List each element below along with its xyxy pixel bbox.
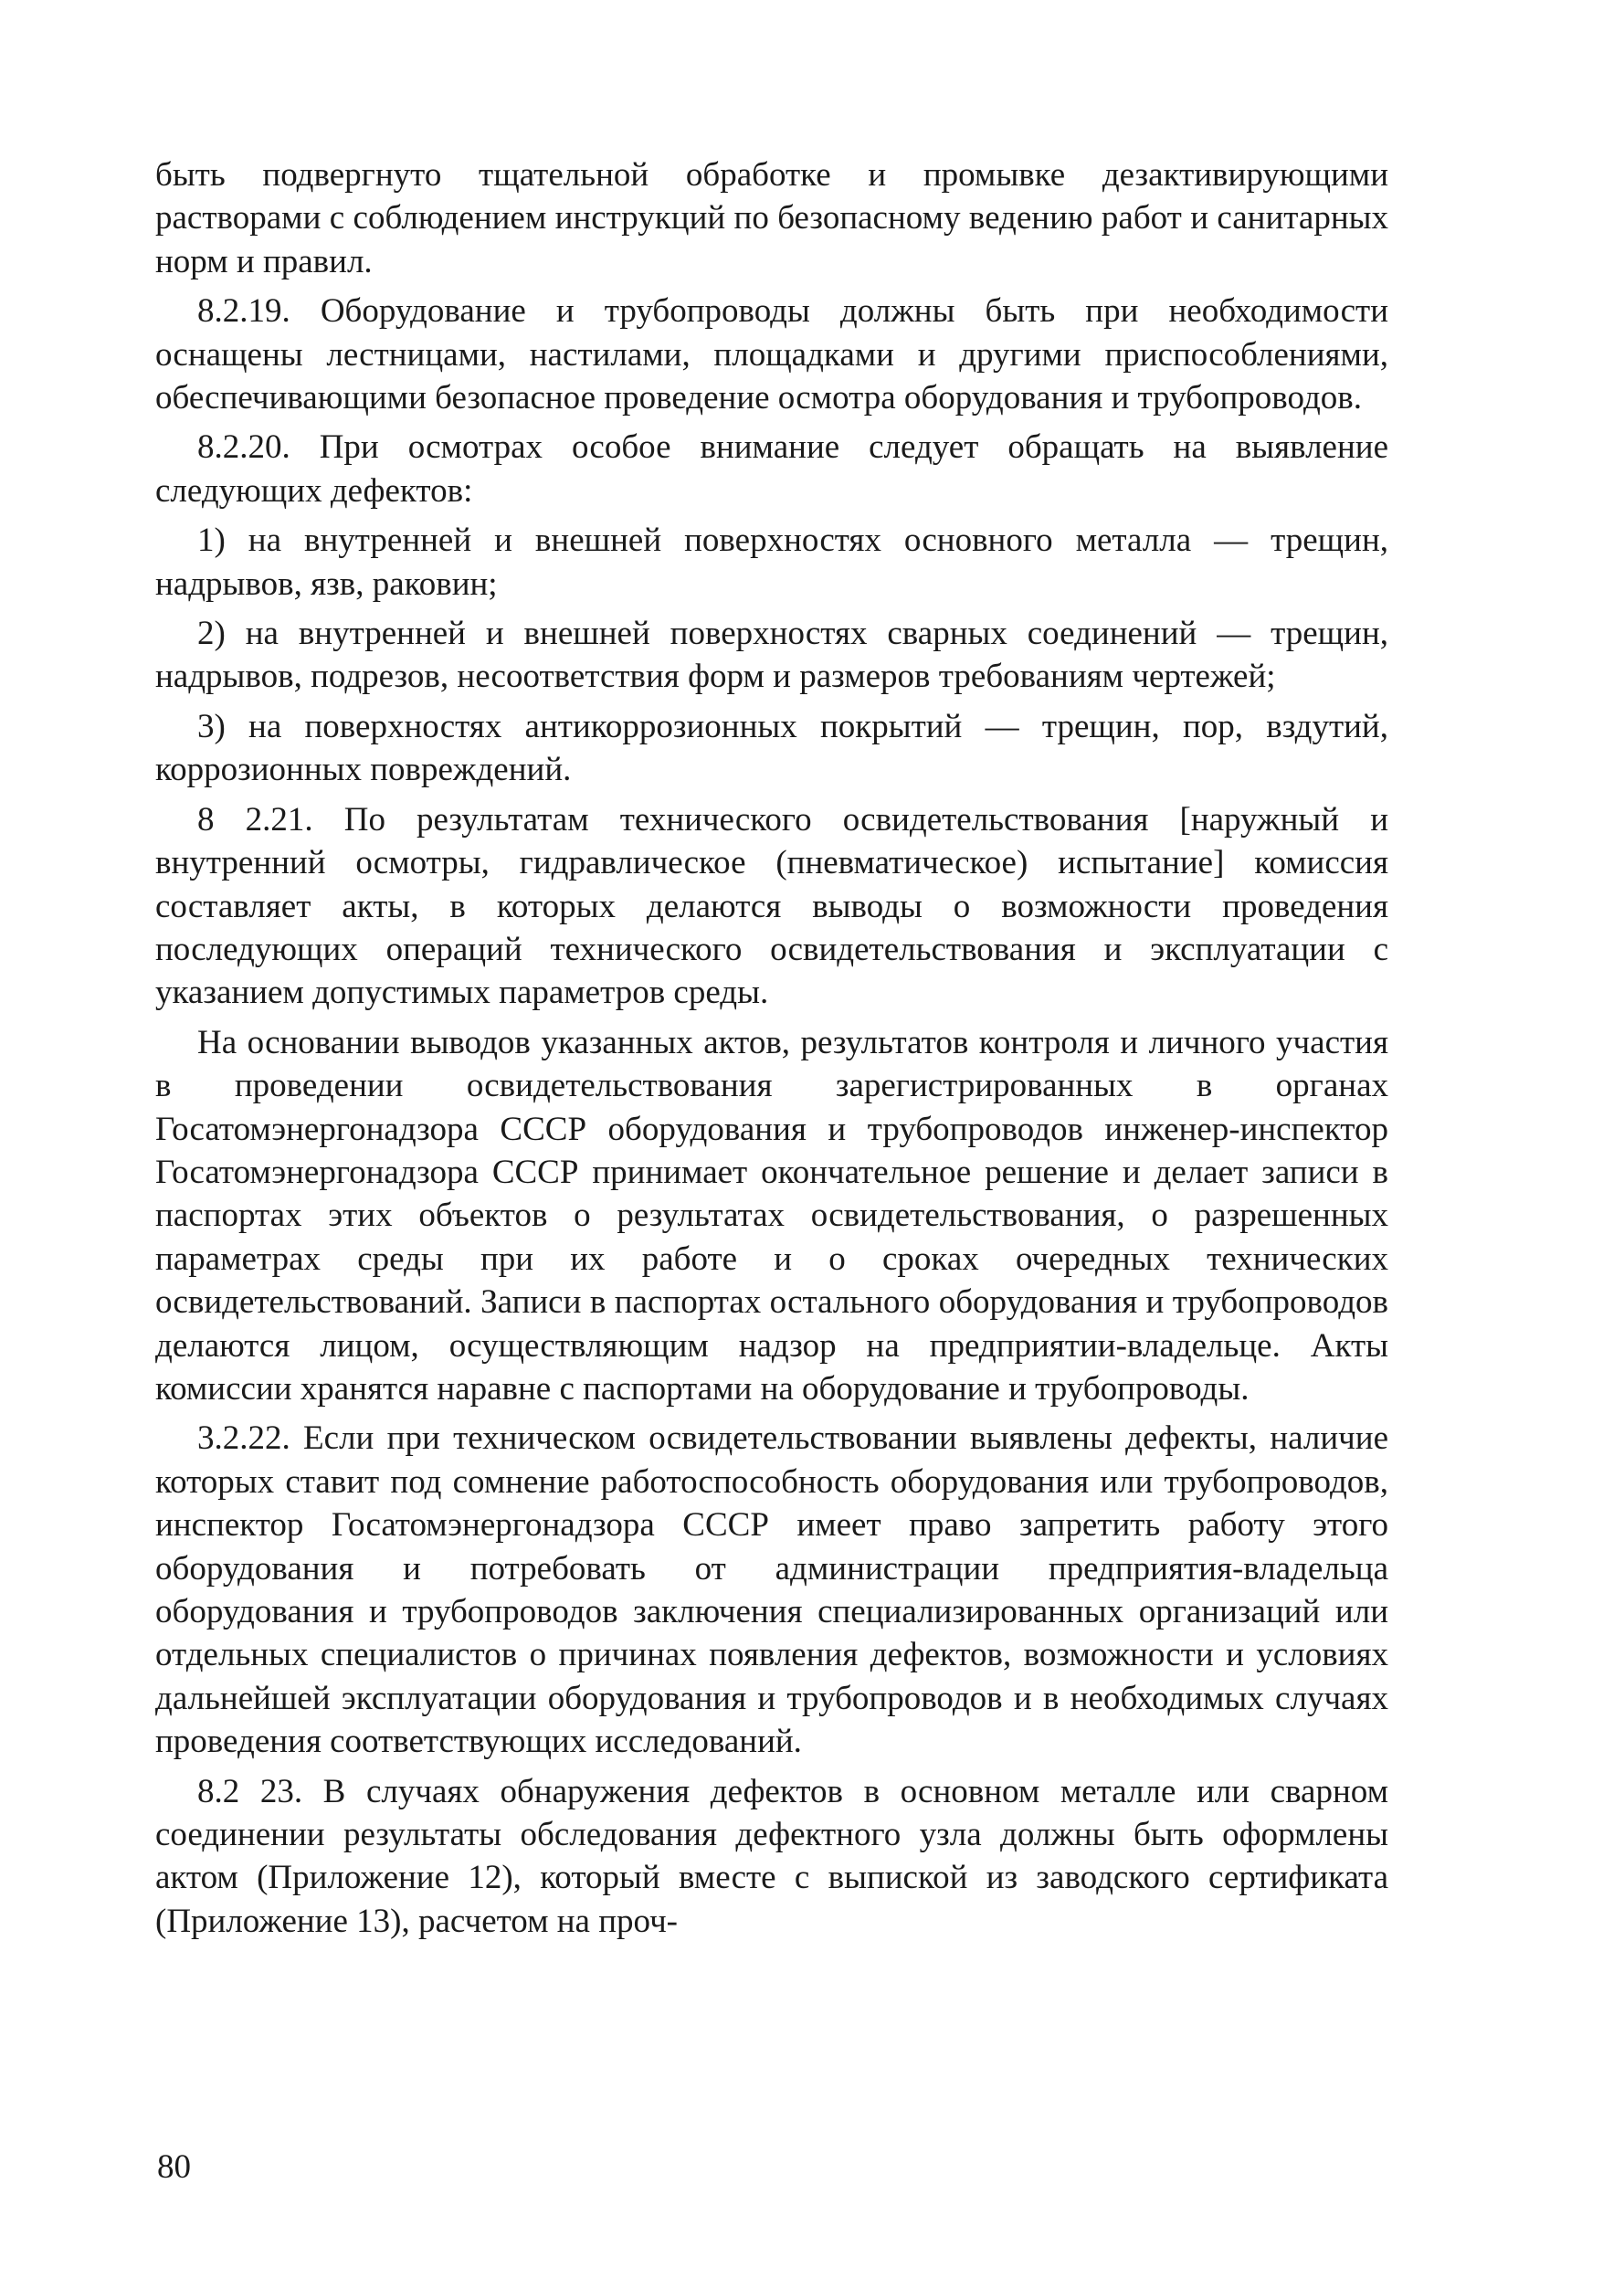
paragraph-continuation: быть подвергнуто тщательной обработке и промывке дезактивирующими растворами с соблюдением инструкций по безопасному ведению работ и санитарных норм и правил. — [155, 156, 1388, 280]
paragraph-8-2-19: 8.2.19. Оборудование и трубопроводы должны быть при необходимости оснащены лестницами, настилами, площадками и другими приспособлениями, обеспечивающими безопасное проведение осмотра оборудования и трубопроводов. — [155, 292, 1388, 417]
page-body — [155, 153, 1388, 1943]
list-item-defect-1: 1) на внутренней и внешней поверхностях основного металла — трещин, надрывов, язв, раковин; — [155, 522, 1388, 603]
paragraph-8-2-20: 8.2.20. При осмотрах особое внимание следует обращать на выявление следующих дефектов: — [155, 428, 1388, 510]
list-item-defect-3: 3) на поверхностях антикоррозионных покрытий — трещин, пор, вздутий, коррозионных повреждений. — [155, 707, 1388, 789]
page-number: 80 — [157, 2148, 191, 2186]
list-item-defect-2: 2) на внутренней и внешней поверхностях сварных соединений — трещин, надрывов, подрезов, несоответствия форм и размеров требованиям чертежей; — [155, 615, 1388, 696]
paragraph-8-2-21: 8 2.21. По результатам технического освидетельствования [наружный и внутренний осмотры, гидравлическое (пневматическое) испытание] комиссия составляет акты, в которых делаются выводы о возможности проведения последующих операций технического освидетельствования и эксплуатации с указанием допустимых параметров среды. — [155, 800, 1388, 1012]
paragraph-8-2-21-continuation: На основании выводов указанных актов, результатов контроля и личного участия в проведении освидетельствования зарегистрированных в органах Госатомэнергонадзора СССР оборудования и трубопроводов инженер-инспектор Госатомэнергонадзора СССР принимает окончательное решение и делает записи в паспортах этих объектов о результатах освидетельствования, о разрешенных параметрах среды при их работе и о сроках очередных технических освидетельствований. Записи в паспортах остального оборудования и трубопроводов делаются лицом, осуществляющим надзор на предприятии-владельце. Акты комиссии хранятся наравне с паспортами на оборудование и трубопроводы. — [155, 1023, 1388, 1408]
paragraph-8-2-22: 3.2.22. Если при техническом освидетельствовании выявлены дефекты, наличие которых ставит под сомнение работоспособность оборудования или трубопроводов, инспектор Госатомэнергонадзора СССР имеет право запретить работу этого оборудования и потребовать от администрации предприятия-владельца оборудования и трубопроводов заключения специализированных организаций или отдельных специалистов о причинах появления дефектов, возможности и условиях дальнейшей эксплуатации оборудования и трубопроводов и в необходимых случаях проведения соответствующих исследований. — [155, 1419, 1388, 1761]
paragraph-8-2-23: 8.2 23. В случаях обнаружения дефектов в основном металле или сварном соединении результаты обследования дефектного узла должны быть оформлены актом (Приложение 12), который вместе с выпиской из заводского сертификата (Приложение 13), расчетом на проч- — [155, 1772, 1388, 1940]
